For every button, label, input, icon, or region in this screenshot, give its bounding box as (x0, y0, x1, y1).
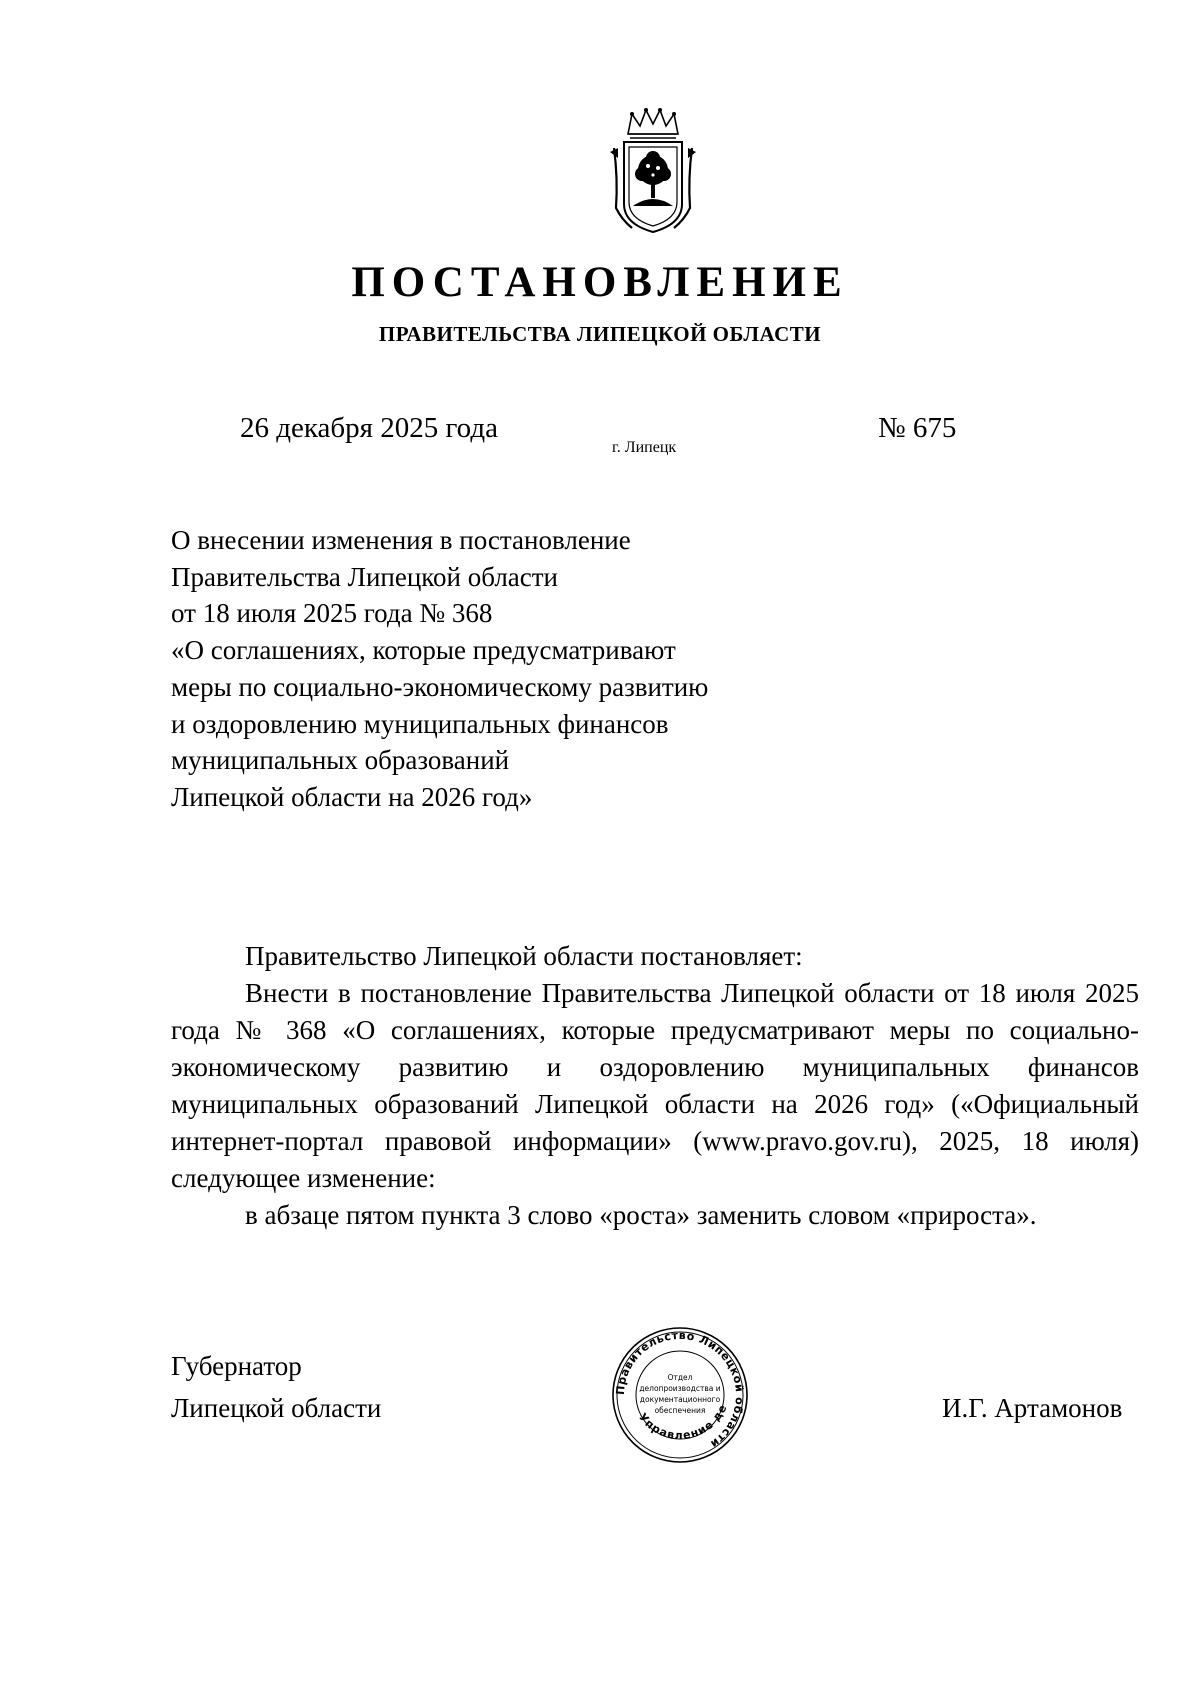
seal-inner-line: обеспечения (654, 1406, 706, 1415)
coat-of-arms-icon (608, 108, 698, 236)
signatory-position (171, 1345, 381, 1429)
document-date: 26 декабря 2025 года (240, 412, 498, 444)
issuer-name: ПРАВИТЕЛЬСТВА ЛИПЕЦКОЙ ОБЛАСТИ (378, 322, 822, 346)
document-number: № 675 (878, 412, 957, 444)
official-seal-icon (610, 1325, 750, 1465)
subject-line: и оздоровлению муниципальных финансов (171, 708, 669, 739)
seal-outer-text: Правительство Липецкой области (613, 1328, 747, 1451)
document-type-title: ПОСТАНОВЛЕНИЕ (351, 259, 849, 306)
subject-line: Правительства Липецкой области (171, 561, 559, 592)
signatory-position-line: Липецкой области (171, 1393, 382, 1423)
body-paragraph: в абзаце пятом пункта 3 слово «роста» заменить словом «прироста». (245, 1200, 1037, 1230)
seal-bottom-text: Управление де (636, 1401, 730, 1443)
document-body (171, 938, 1139, 1234)
signatory-name: И.Г. Артамонов (942, 1393, 1123, 1423)
subject-line: Липецкой области на 2026 год» (171, 781, 533, 812)
body-paragraph: Внести в постановление Правительства Липецкой области от 18 июля 2025 года № 368 «О соглашениях, которые предусматривают меры по социально-экономическому развитию и оздоровлению муниципальных финансов муниципальных образований Липецкой области на 2026 год» («Официальный интернет-портал правовой информации» (www.pravo.gov.ru), 2025, 18 июля) следующее изменение: (171, 978, 1139, 1193)
subject-line: О внесении изменения в постановление (171, 525, 631, 555)
document-city: г. Липецк (612, 439, 677, 456)
subject-line: муниципальных образований (171, 745, 510, 776)
subject-line: меры по социально-экономическому развитию (171, 671, 709, 702)
seal-inner-line: делопроизводства и (639, 1384, 721, 1393)
body-paragraph: Правительство Липецкой области постановляет: (245, 941, 803, 971)
seal-inner-line: документационного (639, 1395, 721, 1404)
document-subject (171, 522, 791, 816)
signatory-position-line: Губернатор (171, 1351, 302, 1381)
seal-inner-line: Отдел (667, 1373, 693, 1382)
subject-line: от 18 июля 2025 года № 368 (171, 598, 493, 629)
subject-line: «О соглашениях, которые предусматривают (171, 635, 676, 666)
